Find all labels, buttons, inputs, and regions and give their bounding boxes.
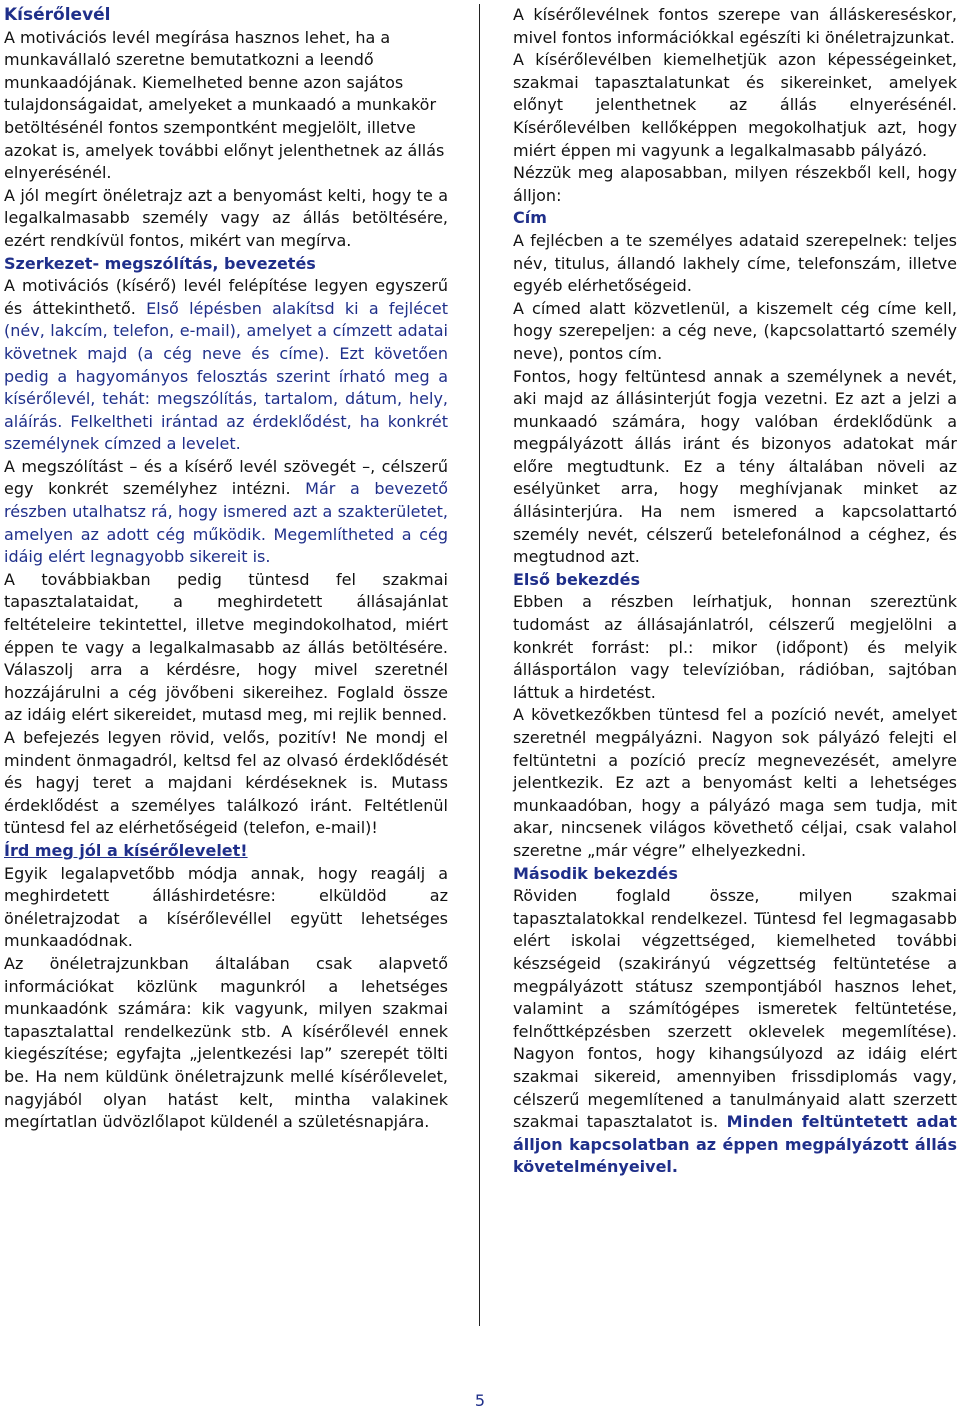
paragraph: A továbbiakban pedig tüntesd fel szakmai tapasztalataidat, a meghirdetett állásajánlat feltételeire tekintettel, illetve megindokolhatod, miért éppen te vagy a legalkalmasabb az állás betöltésére. Válaszolj arra a kérdésre, hogy mivel szeretnél hozzájárulni a cég jövőbeni sikereihez. Foglald össze az idáig elért sikereidet, mutasd meg, mi rejlik benned. [4, 569, 448, 725]
paragraph-part: A motivációs (kísérő) levél felépítése legyen egyszerű és áttekinthető. [4, 276, 448, 318]
paragraph: A kísérőlevélben kiemelhetjük azon képességeinket, szakmai tapasztalatunkat és sikereinket, amelyek előnyt jelenthetnek az állás elnyerésénél. Kísérőlevélben kellőképpen megokolhatjuk azt, hogy miért éppen mi vagyunk a legalkalmasabb pályázó. [513, 50, 957, 160]
section-heading-elso-bekezdes: Első bekezdés [513, 569, 641, 589]
paragraph-part: A megszólítást – és a kísérő levél szövegét –, célszerű egy konkrét személyhez intézni. [4, 456, 448, 499]
section-heading-ird-meg: Írd meg jól a kísérőlevelet! [4, 840, 248, 860]
paragraph-part-emphasis: Minden feltüntetett adat álljon kapcsolatban az éppen megpályázott állás követelményeivel. [513, 1112, 958, 1177]
paragraph-part: Röviden foglald össze, milyen szakmai tapasztalatokkal rendelkezel. Tüntesd fel legmagasabb elért iskolai végzettséged, kiemelheted további készségeid (szakirányú végzettség feltüntetése a megpályázott státusz szempontjából hasznos lehet, valamint a számítógépes ismeretek feltüntetése, felnőttképzésben szerzett oklevelek megemlítése). Nagyon fontos, hogy kihangsúlyozd az idáig elért szakmai sikereid, amennyiben frissdiplomás vagy, célszerű megemlítened a tanulmányaid alatt szerzett szakmai tapasztalatot is. [513, 886, 957, 1132]
paragraph [513, 885, 957, 1179]
paragraph: Fontos, hogy feltüntesd annak a személynek a nevét, aki majd az állásinterjút fogja vezetni. Ez azt a jelzi a munkaadó számára, hogy valóban érdeklődünk a megpályázott állás iránt és bizonyos adatokat már előre megtudtunk. Ez a tény általában növeli az esélyünket arra, hogy meghívjanak minket az állásinterjúra. Ha nem ismered a kapcsolattartó személy nevét, célszerű betelefonálnod a céghez, és megtudnod azt. [513, 366, 957, 567]
column-divider [479, 4, 480, 1326]
page-number: 5 [474, 1391, 486, 1410]
paragraph [4, 275, 448, 456]
paragraph: Egyik legalapvetőbb módja annak, hogy reagálj a meghirdetett álláshirdetésre: elküldöd az önéletrajzodat a kísérőlevéllel együtt lehetséges munkaadódnak. [4, 863, 448, 951]
paragraph [4, 456, 448, 569]
section-title-kiserolevel: Kísérőlevél [4, 5, 111, 25]
paragraph: Ebben a részben leírhatjuk, honnan szereztünk tudomást az állásajánlatról, célszerű megjelölni a konkrét forrást: pl.: mikor (időpont) és melyik állásportálon vagy televízióban, rádióban, sajtóban láttuk a hirdetést. [513, 592, 957, 702]
paragraph: A befejezés legyen rövid, velős, pozitív! Ne mondj el mindent önmagadról, keltsd fel az olvasó érdeklődését és hagyj teret a majdani kérdéseknek is. Mutass érdeklődést a személyes találkozó iránt. Feltétlenül tüntesd fel az elérhetőségeid (telefon, e-mail)! [4, 728, 448, 838]
paragraph-part-highlight: Első lépésben alakítsd ki a fejlécet (név, lakcím, telefon, e-mail), amelyet a címzett adatai követnek majd (a cég neve és címe). Ezt követően pedig a hagyományos felosztás szerint írható meg a kísérőlevél, tehát: megszólítás, tartalom, dátum, hely, aláírás. Felkeltheti irántad az érdeklődést, ha konkrét személynek címzed a levelet. [4, 298, 449, 454]
paragraph: A következőkben tüntesd fel a pozíció nevét, amelyet szeretnél megpályázni. Nagyon sok pályázó felejti el feltüntetni a pozíció precíz megnevezését, amelyre jelentkezik. Ez azt a benyomást kelti a lehetséges munkaadóban, hogy a pályázó maga sem tudja, mit akar, nincsenek világos követhető céljai, csak valahol szeretne „már végre” elhelyezkedni. [513, 705, 957, 860]
right-column [513, 4, 957, 1179]
section-heading-cim: Cím [513, 208, 547, 228]
section-heading-masodik-bekezdes: Második bekezdés [513, 863, 678, 883]
paragraph: A motivációs levél megírása hasznos lehet, ha a munkavállaló szeretne bemutatkozni a leendő munkaadójának. Kiemelheted benne azon sajátos tulajdonságaidat, amelyeket a munkaadó a munkakör betöltésénél fontos szempontként megjelölt, illetve azokat is, amelyek további előnyt jelenthetnek az állás elnyerésénél. [4, 27, 445, 183]
paragraph: A kísérőlevélnek fontos szerepe van álláskereséskor, mivel fontos információkkal egészíti ki önéletrajzunkat. [513, 5, 957, 47]
section-heading-szerkezet: Szerkezet- megszólítás, bevezetés [4, 253, 316, 273]
left-column [4, 4, 448, 1134]
paragraph: A fejlécben a te személyes adataid szerepelnek: teljes név, titulus, állandó lakhely címe, telefonszám, illetve egyéb elérhetőségeid. [513, 230, 957, 296]
paragraph: A címed alatt közvetlenül, a kiszemelt cég címe kell, hogy szerepeljen: a cég neve, (kapcsolattartó személy neve), pontos cím. [513, 298, 957, 363]
paragraph: Az önéletrajzunkban általában csak alapvető információkat közlünk magunkról a lehetséges munkaadónk számára: kik vagyunk, milyen szakmai tapasztalattal rendelkezünk stb. A kísérőlevél ennek kiegészítése; egyfajta „jelentkezési lap” szerepét tölti be. Ha nem küldünk önéletrajzunk mellé kísérőlevelet, nagyjából olyan hatást kelt, mintha valakinek megírtatlan üdvözlőlapot küldenél a születésnapjára. [4, 953, 448, 1132]
paragraph: Nézzük meg alaposabban, milyen részekből kell, hogy álljon: [513, 163, 957, 205]
paragraph: A jól megírt önéletrajz azt a benyomást kelti, hogy te a legalkalmasabb személy vagy az állás betöltésére, ezért rendkívül fontos, mikért van megírva. [4, 185, 448, 250]
paragraph-part-highlight: Már a bevezető részben utalhatsz rá, hogy ismered azt a szakterületet, amelyen az adott cég működik. Megemlítheted a cég idáig elért legnagyobb sikereit is. [4, 479, 448, 567]
